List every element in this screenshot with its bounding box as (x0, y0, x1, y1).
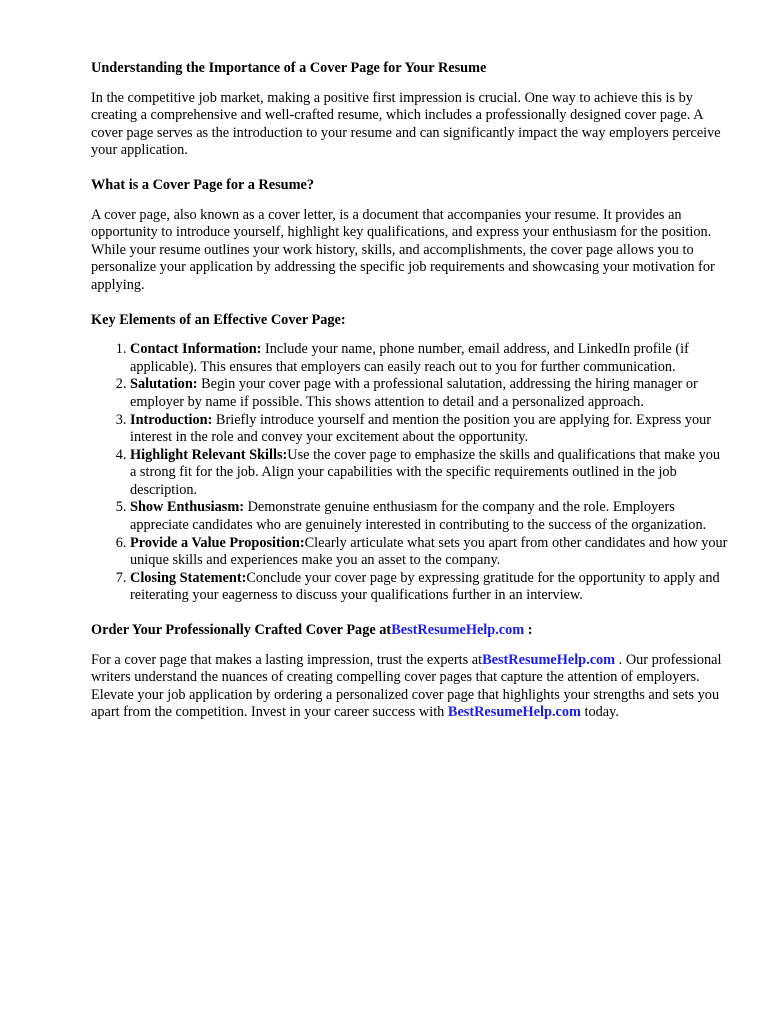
list-item-term: Highlight Relevant Skills: (130, 446, 288, 463)
document-title: Understanding the Importance of a Cover Page for Your Resume (91, 60, 487, 76)
list-item-text: Clearly articulate what sets you apart from other candidates and how your unique skills and experiences make you an asset to the company. (130, 534, 728, 569)
bestresumehelp-link-2[interactable]: BestResumeHelp.com (447, 704, 581, 721)
bestresumehelp-link-heading[interactable]: BestResumeHelp.com (391, 622, 525, 639)
list-item (130, 412, 728, 447)
list-item (130, 499, 728, 534)
list-item-term: Introduction: (130, 411, 213, 428)
what-is-paragraph: A cover page, also known as a cover letter, is a document that accompanies your resume. It provides an opportunity to introduce yourself, highlight key qualifications, and express your enthusiasm for the position. While your resume outlines your work history, skills, and accomplishments, the cover page allows you to personalize your application by addressing the specific job requirements and showcasing your motivation for applying. (91, 206, 715, 293)
list-item (130, 341, 728, 376)
list-item (130, 447, 728, 500)
section-heading-what-is: What is a Cover Page for a Resume? (91, 176, 315, 193)
list-item (130, 570, 728, 605)
list-item-text: Begin your cover page with a professional salutation, addressing the hiring manager or employer by name if possible. This shows attention to detail and a personalized approach. (130, 376, 698, 410)
key-elements-list (91, 341, 728, 605)
order-heading-text: Order Your Professionally Crafted Cover Page at (91, 622, 392, 639)
list-item (130, 535, 728, 570)
list-item-term: Show Enthusiasm: (130, 499, 245, 516)
bestresumehelp-link-1[interactable]: BestResumeHelp.com (482, 651, 616, 668)
list-item-term: Closing Statement: (130, 569, 247, 586)
list-item-term: Provide a Value Proposition: (130, 534, 305, 551)
closing-text-2: . Our professional writers understand the nuances of creating compelling cover pages that capture the attention of employers. Elevate your job application by ordering a personalized cover page that highlights your strengths and sets you apart from the competition. Invest in your career success with (91, 651, 722, 721)
closing-text-3: today. (580, 704, 619, 721)
closing-text-1: For a cover page that makes a lasting impression, trust the experts at (91, 651, 483, 668)
list-item-text: Demonstrate genuine enthusiasm for the company and the role. Employers appreciate candidates who are genuinely interested in contributing to the success of the organization. (130, 499, 707, 534)
closing-paragraph (91, 652, 728, 722)
section-heading-order (91, 622, 728, 640)
list-item-term: Salutation: (130, 376, 198, 393)
intro-paragraph: In the competitive job market, making a positive first impression is crucial. One way to achieve this is by creating a comprehensive and well-crafted resume, which includes a professionally designed cover page. A cover page serves as the introduction to your resume and can significantly impact the way employers perceive your application. (91, 89, 721, 159)
list-item-text: Include your name, phone number, email address, and LinkedIn profile (if applicable). This ensures that employers can easily reach out to you for further communication. (130, 341, 689, 375)
list-item (130, 376, 728, 411)
list-item-text: Briefly introduce yourself and mention the position you are applying for. Express your interest in the role and convey your excitement about the opportunity. (130, 411, 712, 446)
list-item-term: Contact Information: (130, 341, 262, 358)
list-item-text: Use the cover page to emphasize the skills and qualifications that make you a strong fit for the job. Align your capabilities with the specific requirements outlined in the job description. (130, 446, 721, 498)
section-heading-key-elements: Key Elements of an Effective Cover Page: (91, 311, 346, 328)
list-item-text: Conclude your cover page by expressing gratitude for the opportunity to apply and reiterating your eagerness to discuss your qualifications further in an interview. (130, 569, 720, 604)
order-heading-suffix: : (524, 622, 533, 639)
